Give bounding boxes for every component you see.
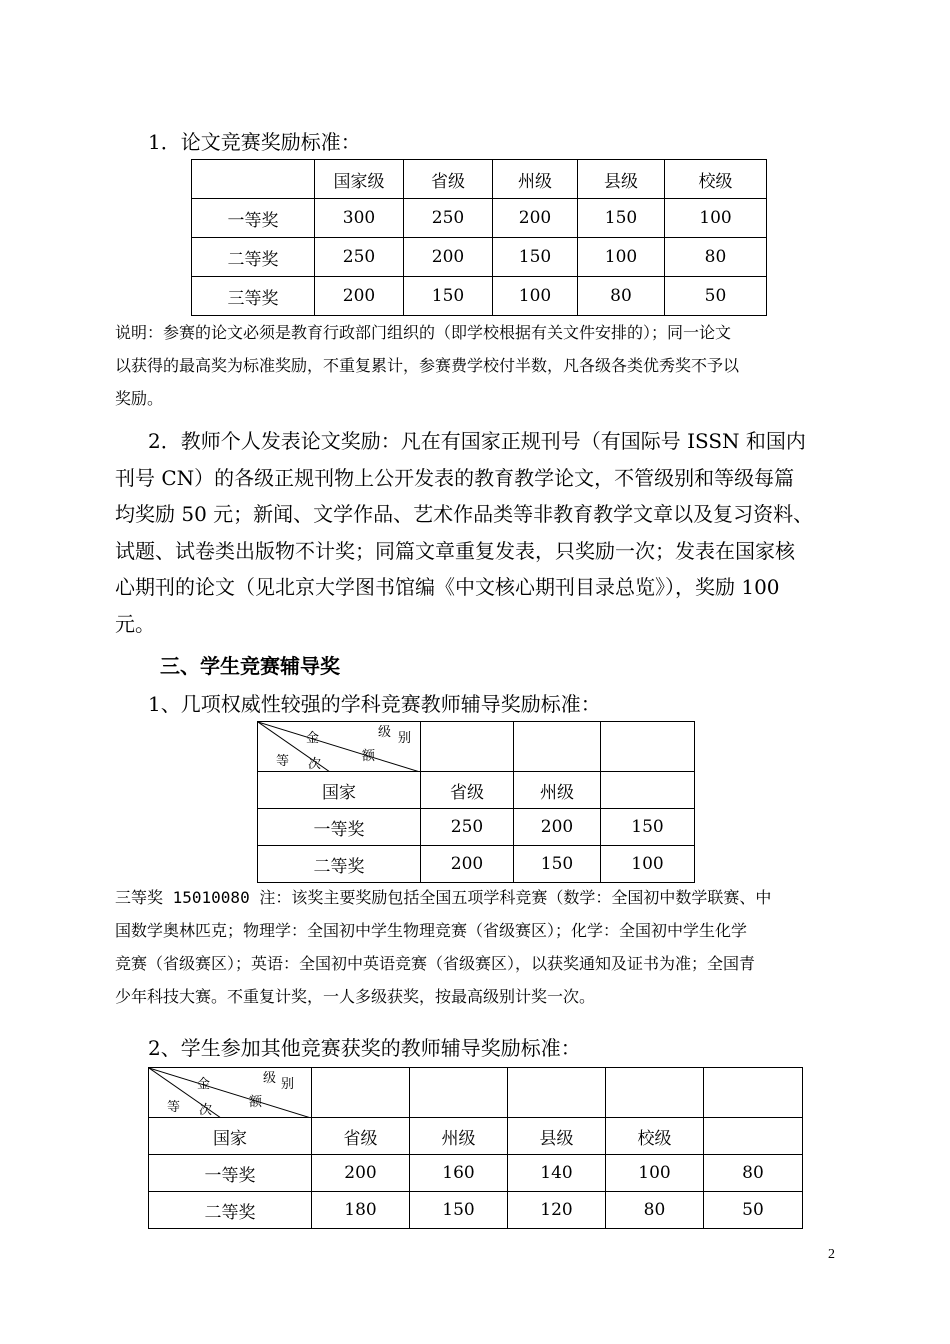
table-cell: 150 [578, 199, 665, 238]
table-cell: 150 [493, 238, 578, 277]
award-table-1 [191, 159, 767, 316]
table-cell: 80 [606, 1192, 704, 1229]
table-cell: 250 [421, 809, 514, 846]
table-cell: 一等奖 [192, 199, 315, 238]
table-cell: 县级 [508, 1118, 606, 1155]
section3-item2-heading: 2、学生参加其他竞赛获奖的教师辅导奖励标准： [148, 1036, 581, 1060]
table-cell: 100 [578, 238, 665, 277]
table-cell: 100 [493, 277, 578, 316]
table-row [192, 277, 767, 316]
table-cell [410, 1068, 508, 1118]
table-cell: 一等奖 [149, 1155, 312, 1192]
award-table-3 [148, 1067, 803, 1229]
diag-label: 级 [263, 1071, 277, 1086]
table-cell: 150 [404, 277, 493, 316]
table-cell: 国家 [258, 772, 421, 809]
table-cell: 省级 [421, 772, 514, 809]
diag-label: 额 [249, 1095, 263, 1110]
table-cell: 200 [312, 1155, 410, 1192]
section3-note [115, 881, 855, 1013]
table-cell: 250 [404, 199, 493, 238]
table-cell: 50 [704, 1192, 803, 1229]
paragraph-line: 均奖励 50 元；新闻、文学作品、艺术作品类等非教育教学文章以及复习资料、 [115, 502, 814, 527]
table-cell: 160 [410, 1155, 508, 1192]
table-cell [514, 722, 601, 772]
diag-label: 别 [398, 731, 412, 746]
table-row [258, 772, 695, 809]
diag-label: 金 [306, 731, 320, 746]
paragraph-line: 2．教师个人发表论文奖励：凡在有国家正规刊号（有国际号 ISSN 和国内 [148, 429, 806, 453]
section1-heading: 1．论文竞赛奖励标准： [148, 130, 361, 154]
table-cell: 三等奖 [192, 277, 315, 316]
table-header-cell: 国家级 [315, 160, 404, 199]
table-row [258, 846, 695, 883]
table-cell: 州级 [410, 1118, 508, 1155]
table-cell: 80 [665, 238, 767, 277]
table-cell: 120 [508, 1192, 606, 1229]
diag-label: 次 [199, 1103, 213, 1118]
diagonal-header-cell [258, 722, 421, 772]
note-line: 说明：参赛的论文必须是教育行政部门组织的（即学校根据有关文件安排的）；同一论文 [115, 323, 732, 342]
table-cell: 省级 [312, 1118, 410, 1155]
diagonal-header-cell [149, 1068, 312, 1118]
table-cell [704, 1068, 803, 1118]
table-cell: 180 [312, 1192, 410, 1229]
table-cell: 校级 [606, 1118, 704, 1155]
table-cell [601, 772, 695, 809]
table-cell: 140 [508, 1155, 606, 1192]
table-cell: 200 [514, 809, 601, 846]
table-cell: 100 [601, 846, 695, 883]
diag-label: 金 [197, 1077, 211, 1092]
table-cell: 80 [578, 277, 665, 316]
note-line: 奖励。 [115, 389, 164, 408]
section3-item1-heading: 1、几项权威性较强的学科竞赛教师辅导奖励标准： [148, 692, 601, 716]
table-cell: 二等奖 [192, 238, 315, 277]
diag-label: 等 [167, 1100, 181, 1115]
table-cell: 一等奖 [258, 809, 421, 846]
note-line: 三等奖 15010080 注：该奖主要奖励包括全国五项学科竞赛（数学：全国初中数学联赛、中 [115, 888, 772, 907]
table-cell: 国家 [149, 1118, 312, 1155]
table-cell: 二等奖 [149, 1192, 312, 1229]
note-line: 以获得的最高奖为标准奖励，不重复累计，参赛费学校付半数，凡各级各类优秀奖不予以 [115, 356, 740, 375]
diag-label: 级 [378, 725, 392, 740]
paragraph-line: 元。 [115, 611, 155, 636]
table-cell: 300 [315, 199, 404, 238]
table-header-cell [192, 160, 315, 199]
table-cell: 200 [315, 277, 404, 316]
table-row [149, 1155, 803, 1192]
table-cell [601, 722, 695, 772]
table-cell: 150 [514, 846, 601, 883]
note-line: 少年科技大赛。不重复计奖，一人多级获奖，按最高级别计奖一次。 [115, 987, 596, 1006]
table-header-cell: 州级 [493, 160, 578, 199]
table-cell: 100 [665, 199, 767, 238]
table-cell: 150 [601, 809, 695, 846]
table-cell [508, 1068, 606, 1118]
table-cell: 200 [404, 238, 493, 277]
diag-label: 额 [362, 749, 376, 764]
table-row [149, 1192, 803, 1229]
table-cell: 150 [410, 1192, 508, 1229]
table-row [149, 1118, 803, 1155]
section3-title: 三、学生竞赛辅导奖 [160, 654, 340, 678]
table-cell [312, 1068, 410, 1118]
table-cell: 200 [421, 846, 514, 883]
table-row [192, 199, 767, 238]
table-header-cell: 县级 [578, 160, 665, 199]
diag-label: 等 [276, 754, 290, 769]
table-cell: 二等奖 [258, 846, 421, 883]
table-cell: 50 [665, 277, 767, 316]
table-cell: 80 [704, 1155, 803, 1192]
table-row [258, 809, 695, 846]
table-header-cell: 省级 [404, 160, 493, 199]
section1-note [115, 316, 855, 415]
section2-paragraph [115, 423, 875, 643]
table-cell: 200 [493, 199, 578, 238]
note-line: 竞赛（省级赛区）；英语：全国初中英语竞赛（省级赛区），以获奖通知及证书为准；全国青 [115, 954, 756, 973]
table-cell: 250 [315, 238, 404, 277]
table-row [192, 238, 767, 277]
table-cell [421, 722, 514, 772]
table-cell: 州级 [514, 772, 601, 809]
diag-label: 次 [308, 757, 322, 772]
table-cell: 100 [606, 1155, 704, 1192]
paragraph-line: 刊号 CN）的各级正规刊物上公开发表的教育教学论文，不管级别和等级每篇 [115, 465, 795, 490]
note-line: 国数学奥林匹克；物理学：全国初中学生物理竞赛（省级赛区）；化学：全国初中学生化学 [115, 921, 748, 940]
paragraph-line: 心期刊的论文（见北京大学图书馆编《中文核心期刊目录总览》），奖励 100 [115, 575, 780, 600]
diag-label: 别 [281, 1077, 295, 1092]
award-table-2 [257, 721, 695, 883]
table-cell [606, 1068, 704, 1118]
paragraph-line: 试题、试卷类出版物不计奖；同篇文章重复发表，只奖励一次；发表在国家核 [115, 538, 795, 563]
table-cell [704, 1118, 803, 1155]
page-number: 2 [828, 1247, 835, 1262]
table-header-cell: 校级 [665, 160, 767, 199]
